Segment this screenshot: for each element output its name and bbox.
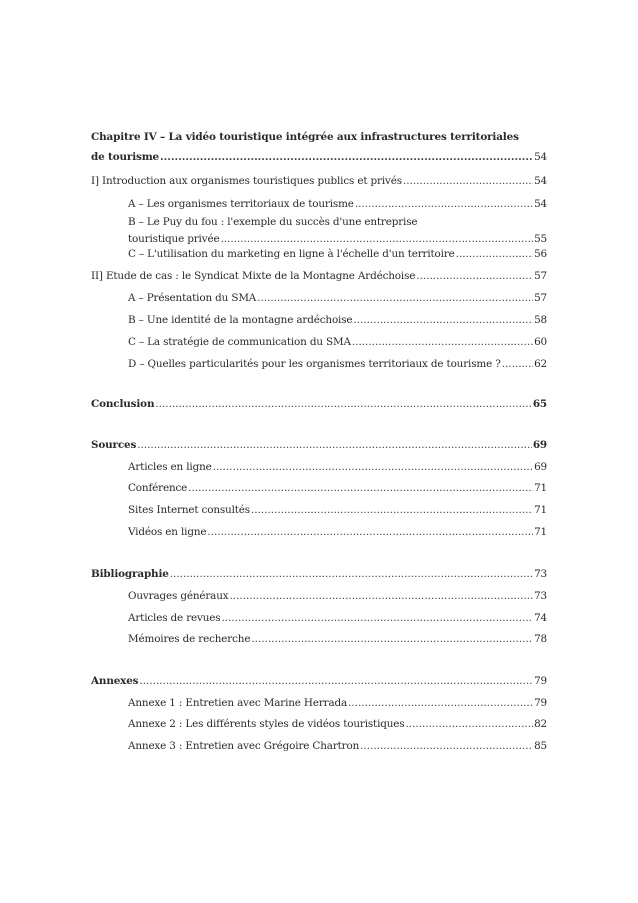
leader-dots <box>355 198 533 211</box>
page-number: 54 <box>534 175 547 187</box>
toc-entry-part2-d[interactable] <box>128 358 547 371</box>
page-number: 71 <box>534 504 547 516</box>
page-number: 79 <box>534 697 547 709</box>
leader-dots <box>416 270 533 283</box>
page-number: 71 <box>534 482 547 494</box>
leader-dots <box>170 568 533 581</box>
leader-dots <box>221 612 533 625</box>
chapter-entry[interactable] <box>91 151 547 164</box>
toc-entry-sources-2[interactable] <box>128 482 547 495</box>
leader-dots <box>139 675 533 688</box>
toc-entry-sources-4[interactable] <box>128 526 547 539</box>
entry-label: Annexe 3 : Entretien avec Grégoire Chartron <box>128 740 360 752</box>
entry-label: Annexes <box>91 675 139 687</box>
entry-label: D – Quelles particularités pour les organismes territoriaux de tourisme ? <box>128 358 501 370</box>
leader-dots <box>403 175 533 188</box>
leader-dots <box>137 439 532 452</box>
page-number: 79 <box>534 675 547 687</box>
leader-dots <box>251 633 533 646</box>
page-number: 85 <box>534 740 547 752</box>
leader-dots <box>348 697 533 710</box>
leader-dots <box>207 526 533 539</box>
entry-label: Bibliographie <box>91 568 169 580</box>
entry-label: Mémoires de recherche <box>128 633 251 645</box>
entry-label: touristique privée <box>128 233 220 245</box>
entry-label: Annexe 1 : Entretien avec Marine Herrada <box>128 697 348 709</box>
leader-dots <box>405 718 533 731</box>
page-number: 57 <box>534 292 547 304</box>
page-number: 73 <box>534 568 547 580</box>
leader-dots <box>213 461 533 474</box>
toc-entry-bibliographie[interactable] <box>91 568 547 581</box>
toc-entry-conclusion[interactable] <box>91 398 547 411</box>
toc-entry-part1-b-line1[interactable]: B – Le Puy du fou : l'exemple du succès d'une entreprise <box>128 216 418 228</box>
leader-dots <box>360 740 533 753</box>
page-number: 62 <box>534 358 547 370</box>
page-number: 55 <box>534 233 547 245</box>
page-number: 82 <box>534 718 547 730</box>
leader-dots <box>155 398 531 411</box>
entry-label: Annexe 2 : Les différents styles de vidéos touristiques <box>128 718 405 730</box>
page-number: 78 <box>534 633 547 645</box>
entry-label: Ouvrages généraux <box>128 590 229 602</box>
toc-entry-part1-a[interactable] <box>128 198 547 211</box>
page-number: 71 <box>534 526 547 538</box>
page-number: 69 <box>534 461 547 473</box>
page-number: 54 <box>534 198 547 210</box>
entry-label: Conclusion <box>91 398 155 410</box>
leader-dots <box>220 233 533 246</box>
toc-entry-sources[interactable] <box>91 439 547 452</box>
leader-dots <box>229 590 533 603</box>
page-number: 54 <box>534 151 547 163</box>
entry-label: C – L'utilisation du marketing en ligne à l'échelle d'un territoire <box>128 248 455 260</box>
toc-entry-part2-c[interactable] <box>128 336 547 349</box>
leader-dots <box>456 248 533 261</box>
toc-entry-annexe-3[interactable] <box>128 740 547 753</box>
leader-dots <box>251 504 533 517</box>
page-number: 74 <box>534 612 547 624</box>
leader-dots <box>352 336 533 349</box>
toc-entry-part1[interactable] <box>91 175 547 188</box>
entry-label: Sites Internet consultés <box>128 504 250 516</box>
entry-label: II] Etude de cas : le Syndicat Mixte de la Montagne Ardéchoise <box>91 270 416 282</box>
toc-entry-part2-b[interactable] <box>128 314 547 327</box>
toc-entry-part2[interactable] <box>91 270 547 283</box>
leader-dots <box>257 292 533 305</box>
page-number: 73 <box>534 590 547 602</box>
toc-entry-bibliographie-2[interactable] <box>128 612 547 625</box>
entry-label: A – Les organismes territoriaux de tourisme <box>128 198 354 210</box>
toc-entry-annexe-2[interactable] <box>128 718 547 731</box>
entry-label: B – Une identité de la montagne ardéchoise <box>128 314 353 326</box>
toc-entry-part1-b[interactable] <box>128 233 547 246</box>
page-number: 60 <box>534 336 547 348</box>
entry-label: Articles en ligne <box>128 461 212 473</box>
leader-dots <box>353 314 533 327</box>
toc-entry-part2-a[interactable] <box>128 292 547 305</box>
entry-label: A – Présentation du SMA <box>128 292 257 304</box>
toc-entry-sources-3[interactable] <box>128 504 547 517</box>
entry-label: C – La stratégie de communication du SMA <box>128 336 351 348</box>
chapter-title-line1: Chapitre IV – La vidéo touristique intégrée aux infrastructures territoriales <box>91 131 519 143</box>
toc-entry-annexes[interactable] <box>91 675 547 688</box>
entry-label: Vidéos en ligne <box>128 526 207 538</box>
toc-entry-sources-1[interactable] <box>128 461 547 474</box>
entry-label: Sources <box>91 439 137 451</box>
entry-label: Articles de revues <box>128 612 221 624</box>
entry-label: Conférence <box>128 482 188 494</box>
toc-entry-bibliographie-1[interactable] <box>128 590 547 603</box>
page-number: 56 <box>534 248 547 260</box>
toc-entry-annexe-1[interactable] <box>128 697 547 710</box>
leader-dots <box>502 358 533 371</box>
leader-dots <box>188 482 533 495</box>
page-number: 58 <box>534 314 547 326</box>
page-number: 65 <box>532 398 547 410</box>
entry-label: I] Introduction aux organismes touristiques publics et privés <box>91 175 402 187</box>
page-number: 57 <box>534 270 547 282</box>
toc-entry-part1-c[interactable] <box>128 248 547 261</box>
leader-dots <box>160 151 533 164</box>
page-number: 69 <box>532 439 547 451</box>
chapter-title-line2: de tourisme <box>91 151 160 163</box>
toc-entry-bibliographie-3[interactable] <box>128 633 547 646</box>
